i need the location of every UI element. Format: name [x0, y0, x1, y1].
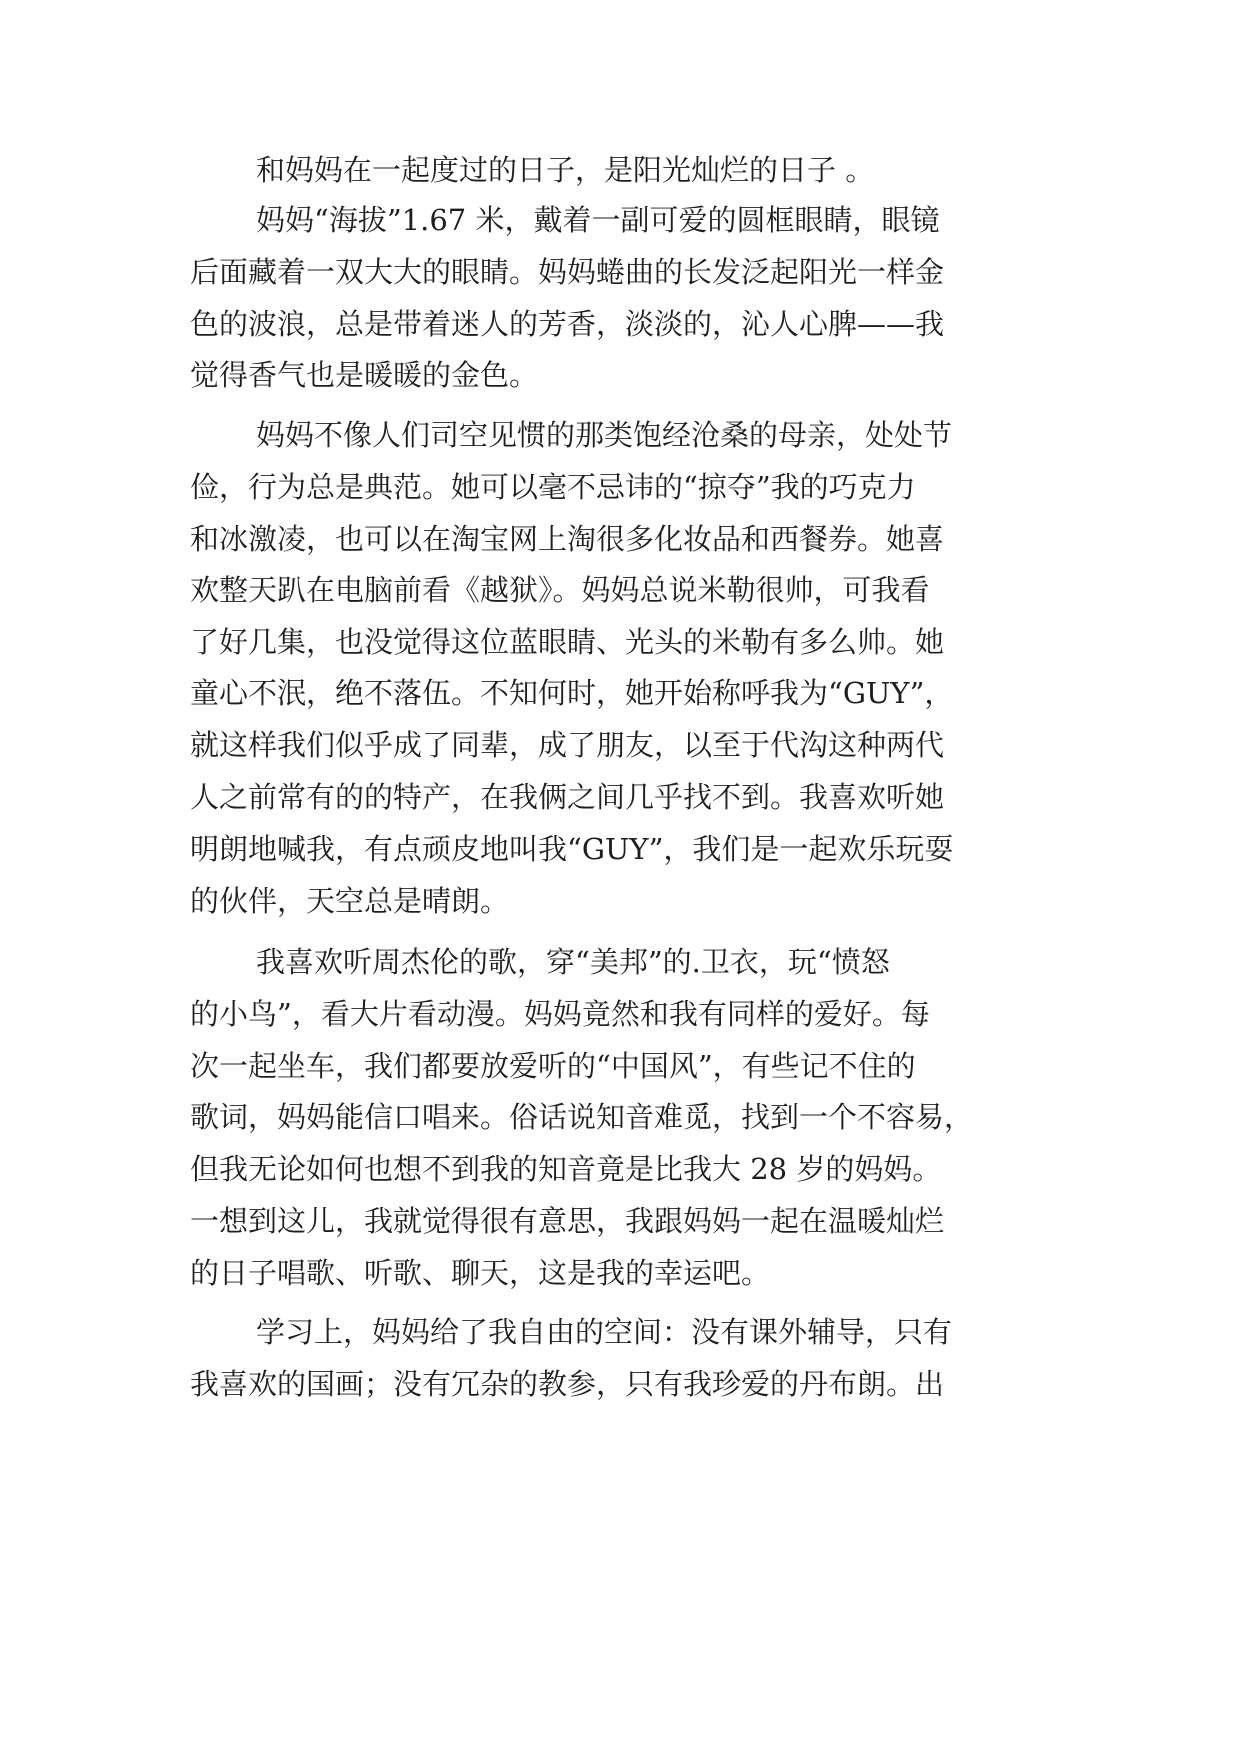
- paragraph-3-line-3: 和冰激凌，也可以在淘宝网上淘很多化妆品和西餐券。她喜: [190, 522, 945, 556]
- paragraph-3-line-1: 妈妈不像人们司空见惯的那类饱经沧桑的母亲，处处节: [256, 418, 953, 452]
- paragraph-3-line-8: 人之前常有的的特产，在我俩之间几乎找不到。我喜欢听她: [190, 780, 945, 814]
- paragraph-4-line-3: 次一起坐车，我们都要放爱听的“中国风”，有些记不住的: [190, 1049, 916, 1083]
- paragraph-2-line-1: 妈妈“海拔”1.67 米，戴着一副可爱的圆框眼睛，眼镜: [256, 203, 940, 237]
- paragraph-3-line-9: 明朗地喊我，有点顽皮地叫我“GUY”，我们是一起欢乐玩耍: [190, 832, 954, 866]
- paragraph-3-line-10: 的伙伴，天空总是晴朗。: [190, 884, 510, 918]
- paragraph-1-line-1: 和妈妈在一起度过的日子，是阳光灿烂的日子 。: [256, 153, 875, 187]
- paragraph-4-line-2: 的小鸟”，看大片看动漫。妈妈竟然和我有同样的爱好。每: [190, 997, 930, 1031]
- paragraph-3-line-6: 童心不泯，绝不落伍。不知何时，她开始称呼我为“GUY”，: [190, 676, 954, 710]
- paragraph-4-line-5: 但我无论如何也想不到我的知音竟是比我大 28 岁的妈妈。: [190, 1152, 942, 1186]
- paragraph-3-line-7: 就这样我们似乎成了同辈，成了朋友，以至于代沟这种两代: [190, 728, 945, 762]
- paragraph-3-line-4: 欢整天趴在电脑前看《越狱》。妈妈总说米勒很帅，可我看: [190, 573, 930, 607]
- paragraph-2-line-2: 后面藏着一双大大的眼睛。妈妈蜷曲的长发泛起阳光一样金: [190, 255, 945, 289]
- paragraph-5-line-1: 学习上，妈妈给了我自由的空间：没有课外辅导，只有: [256, 1315, 953, 1349]
- paragraph-4-line-1: 我喜欢听周杰伦的歌，穿“美邦”的.卫衣，玩“愤怒: [256, 945, 890, 979]
- paragraph-4-line-6: 一想到这儿，我就觉得很有意思，我跟妈妈一起在温暖灿烂: [190, 1204, 945, 1238]
- paragraph-3-line-2: 俭，行为总是典范。她可以毫不忌讳的“掠夺”我的巧克力: [190, 470, 916, 504]
- paragraph-2-line-4: 觉得香气也是暖暖的金色。: [190, 358, 539, 392]
- paragraph-4-line-7: 的日子唱歌、听歌、聊天，这是我的幸运吧。: [190, 1256, 771, 1290]
- paragraph-4-line-4: 歌词，妈妈能信口唱来。俗话说知音难觅，找到一个不容易，: [190, 1100, 974, 1134]
- paragraph-3-line-5: 了好几集，也没觉得这位蓝眼睛、光头的米勒有多么帅。她: [190, 625, 945, 659]
- paragraph-5-line-2: 我喜欢的国画；没有冗杂的教参，只有我珍爱的丹布朗。出: [190, 1367, 945, 1401]
- paragraph-2-line-3: 色的波浪，总是带着迷人的芳香，淡淡的，沁人心脾——我: [190, 307, 945, 341]
